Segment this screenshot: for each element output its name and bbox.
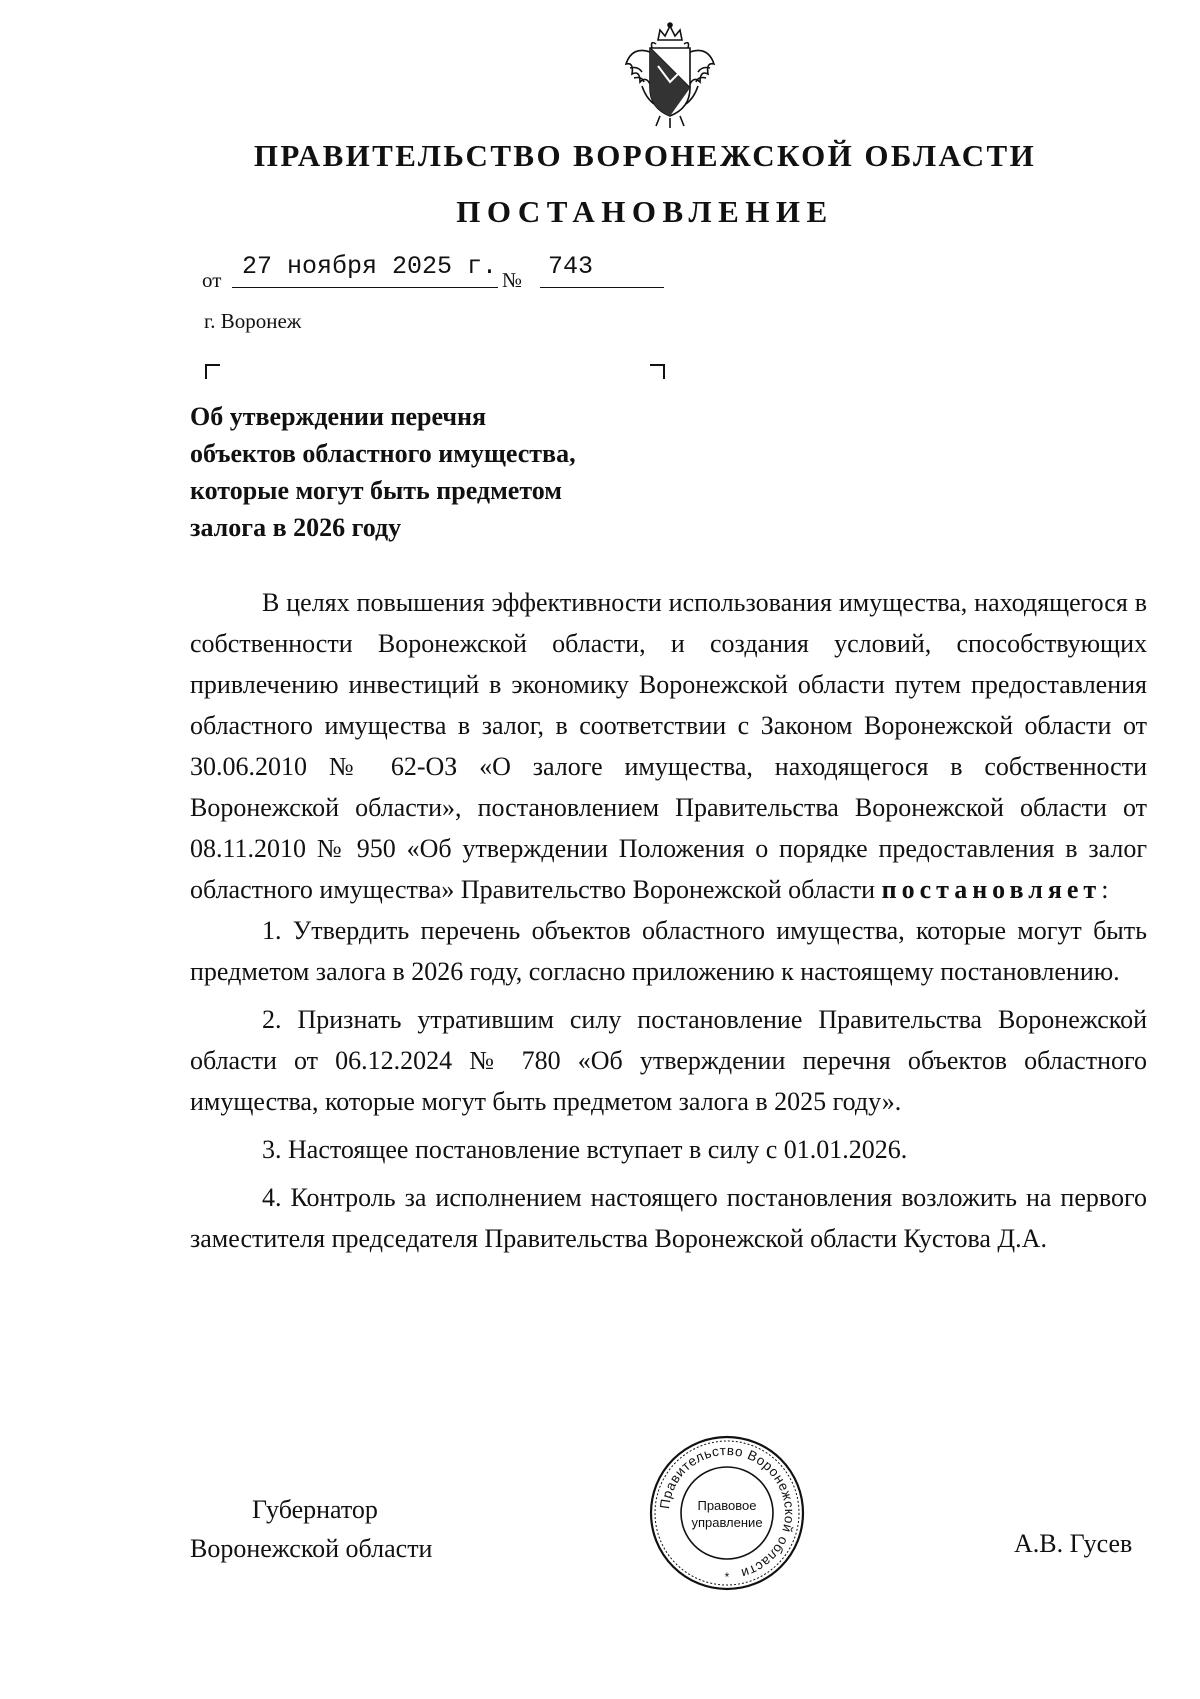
date-prefix: от: [202, 268, 222, 292]
legal-department-stamp: [648, 1434, 806, 1592]
number-prefix: №: [502, 268, 523, 292]
item-paragraph: 3. Настоящее постановление вступает в силу с 01.01.2026.: [262, 1135, 908, 1164]
signatory-name: А.В. Гусев: [1014, 1529, 1133, 1558]
decree-word: постановляет: [881, 875, 1102, 904]
item-paragraph: 4. Контроль за исполнением настоящего постановления возложить на первого заместителя председателя Правительства Воронежской области Кустова Д.А.: [190, 1183, 1147, 1253]
number-underline: [540, 287, 664, 288]
document-date: 27 ноября 2025 г.: [242, 252, 498, 281]
subject-line: Об утверждении перечня: [190, 402, 487, 431]
document-subject: [190, 398, 576, 546]
preamble-paragraph: [190, 582, 1147, 910]
subject-corner-right: [650, 364, 665, 379]
position-line: Воронежской области: [190, 1534, 433, 1563]
svg-text:*: *: [724, 1570, 730, 1584]
preamble-text: В целях повышения эффективности использования имущества, находящегося в собственности Воронежской области, и создания условий, способствующих привлечению инвестиций в экономику Воронежской области путем предоставления областного имущества в залог, в соответствии с Законом Воронежской области от 30.06.2010 № 62-ОЗ «О залоге имущества, находящегося в собственности Воронежской области», постановлением Правительства Воронежской области от 08.11.2010 № 950 «Об утверждении Положения о порядке предоставления в залог областного имущества» Правительство Воронежской области: [190, 588, 1147, 904]
subject-line: которые могут быть предметом: [190, 476, 562, 505]
stamp-center-line: управление: [691, 1515, 763, 1530]
decree-suffix: :: [1101, 875, 1109, 904]
document-number: 743: [548, 252, 594, 281]
signatory-position: [190, 1490, 432, 1568]
item-paragraph: 1. Утвердить перечень объектов областного имущества, которые могут быть предметом залога в 2026 году, согласно приложению к настоящему постановлению.: [190, 916, 1147, 986]
document-type-title: ПОСТАНОВЛЕНИЕ: [456, 194, 834, 229]
subject-line: залога в 2026 году: [190, 513, 402, 542]
document-body: [190, 582, 1147, 1259]
subject-line: объектов областного имущества,: [190, 439, 576, 468]
organization-title: ПРАВИТЕЛЬСТВО ВОРОНЕЖСКОЙ ОБЛАСТИ: [253, 138, 1037, 173]
stamp-ring-text: Правительство Воронежской области: [657, 1442, 798, 1582]
coat-of-arms-emblem: [620, 22, 720, 130]
date-number-line: [200, 250, 670, 290]
date-underline: [232, 287, 498, 288]
position-line: Губернатор: [252, 1495, 378, 1524]
city: г. Воронеж: [204, 309, 302, 333]
item-paragraph: 2. Признать утратившим силу постановление Правительства Воронежской области от 06.12.2024 № 780 «Об утверждении перечня объектов областного имущества, которые могут быть предметом залога в 2025 году».: [190, 1005, 1147, 1116]
stamp-center-line: Правовое: [697, 1498, 757, 1513]
subject-corner-left: [205, 364, 220, 379]
